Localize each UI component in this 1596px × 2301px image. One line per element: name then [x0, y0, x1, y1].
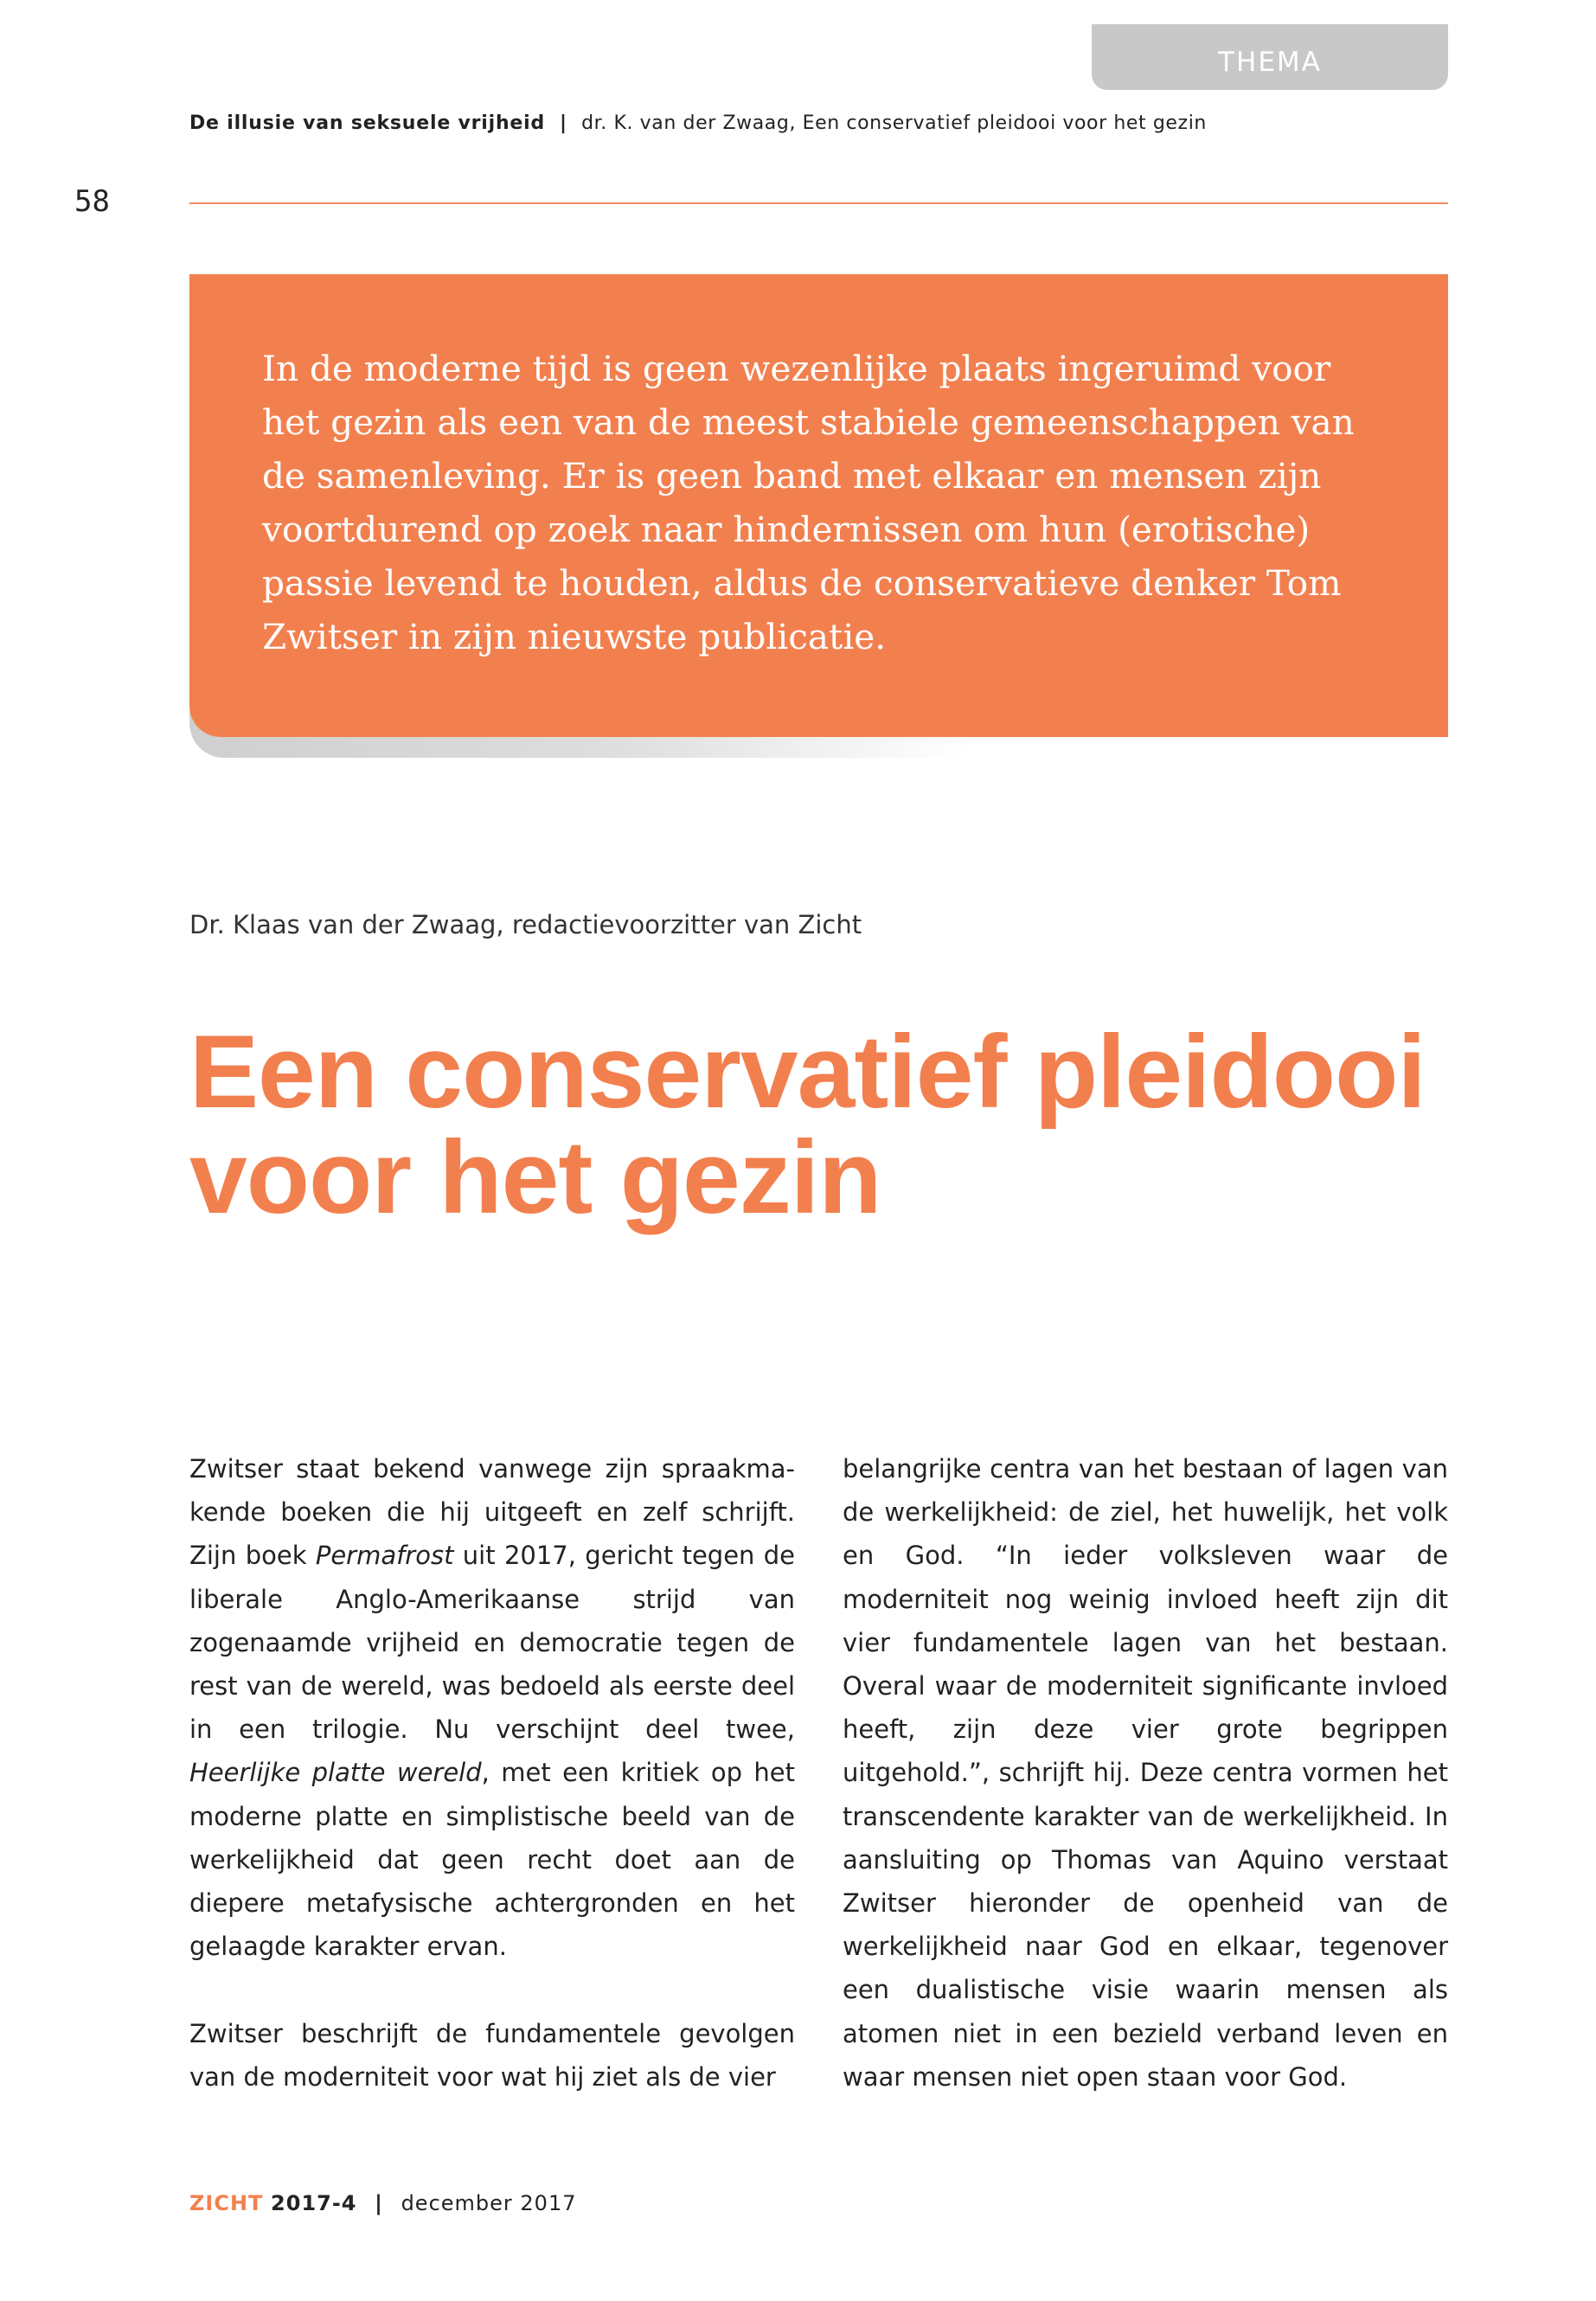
header-divider — [189, 202, 1448, 204]
running-header — [189, 112, 1207, 134]
article-title — [189, 1014, 1470, 1235]
running-header-subtitle: dr. K. van der Zwaag, Een conservatief pleidooi voor het gezin — [581, 112, 1207, 134]
section-tab: THEMA — [1092, 24, 1448, 90]
footer-date: december 2017 — [401, 2191, 577, 2215]
book-title-heerlijke-platte-wereld: Heerlijke platte wereld — [189, 1758, 482, 1788]
body-text: , met een kritiek op het moderne platte en simplistische beeld van de werkelijkheid dat geen recht doet aan de diepere metafysische achtergronden en het gelaagde karakter ervan. — [189, 1758, 795, 1962]
footer-issue: 2017-4 — [271, 2191, 357, 2215]
lead-text: In de moderne tijd is geen wezenlijke plaats ingeruimd voor het gezin als een van de meest stabiele gemeenschappen van de samenleving. Er is geen band met elkaar en mensen zijn voortdurend op zoek naar hindernissen om hun (erotische) passie levend te houden, aldus de conservatieve denker Tom Zwitser in zijn nieuwste publicatie. — [262, 348, 1355, 657]
running-header-title: De illusie van seksuele vrijheid — [189, 112, 546, 134]
body-paragraph: Zwitser beschrijft de fundamentele gevolgen van de moderniteit voor wat hij ziet als de vier — [189, 2018, 795, 2092]
article-title-line-1: Een conservatief pleidooi — [189, 1014, 1426, 1130]
body-text: uit 2017, gericht tegen de liberale Anglo-Amerikaanse strijd van zogenaamde vrijheid en democratie tegen de rest van de wereld, was bedoeld als eerste deel in een trilogie. Nu verschijnt deel twee, — [189, 1541, 795, 1745]
article-column-left — [189, 1447, 795, 2099]
running-header-separator: | — [560, 112, 567, 134]
article-title-line-2: voor het gezin — [189, 1119, 881, 1235]
body-paragraph — [189, 1447, 795, 1968]
footer-separator: | — [375, 2191, 383, 2215]
page-footer — [189, 2191, 576, 2215]
body-text: Zwitser staat bekend vanwege zijn spraakmakende boeken die hij uitgeeft en zelf schrijft. Zijn boek — [189, 1454, 795, 1571]
lead-box — [189, 274, 1448, 737]
book-title-permafrost: Permafrost — [315, 1541, 454, 1571]
body-paragraph: belangrijke centra van het bestaan of lagen van de werkelijkheid: de ziel, het huwelijk, het volk en God. “In ieder volksleven waar de moderniteit nog weinig invloed heeft zijn dit vier fundamentele lagen van het bestaan. Overal waar de moderniteit significante invloed heeft, zijn deze vier grote begrippen uitgehold.”, schrijft hij. Deze centra vormen het transcendente karakter van de werkelijkheid. In aansluiting op Thomas van Aquino verstaat Zwitser hieronder de openheid van de werkelijkheid naar God en elkaar, tegenover een dualistische visie waarin mensen als atomen niet in een bezield verband leven en waar mensen niet open staan voor God. — [843, 1454, 1448, 2092]
author-byline: Dr. Klaas van der Zwaag, redactievoorzitter van Zicht — [189, 910, 862, 939]
footer-magazine-name: ZICHT — [189, 2191, 264, 2215]
page-number: 58 — [74, 184, 110, 219]
article-column-right — [843, 1447, 1448, 2099]
